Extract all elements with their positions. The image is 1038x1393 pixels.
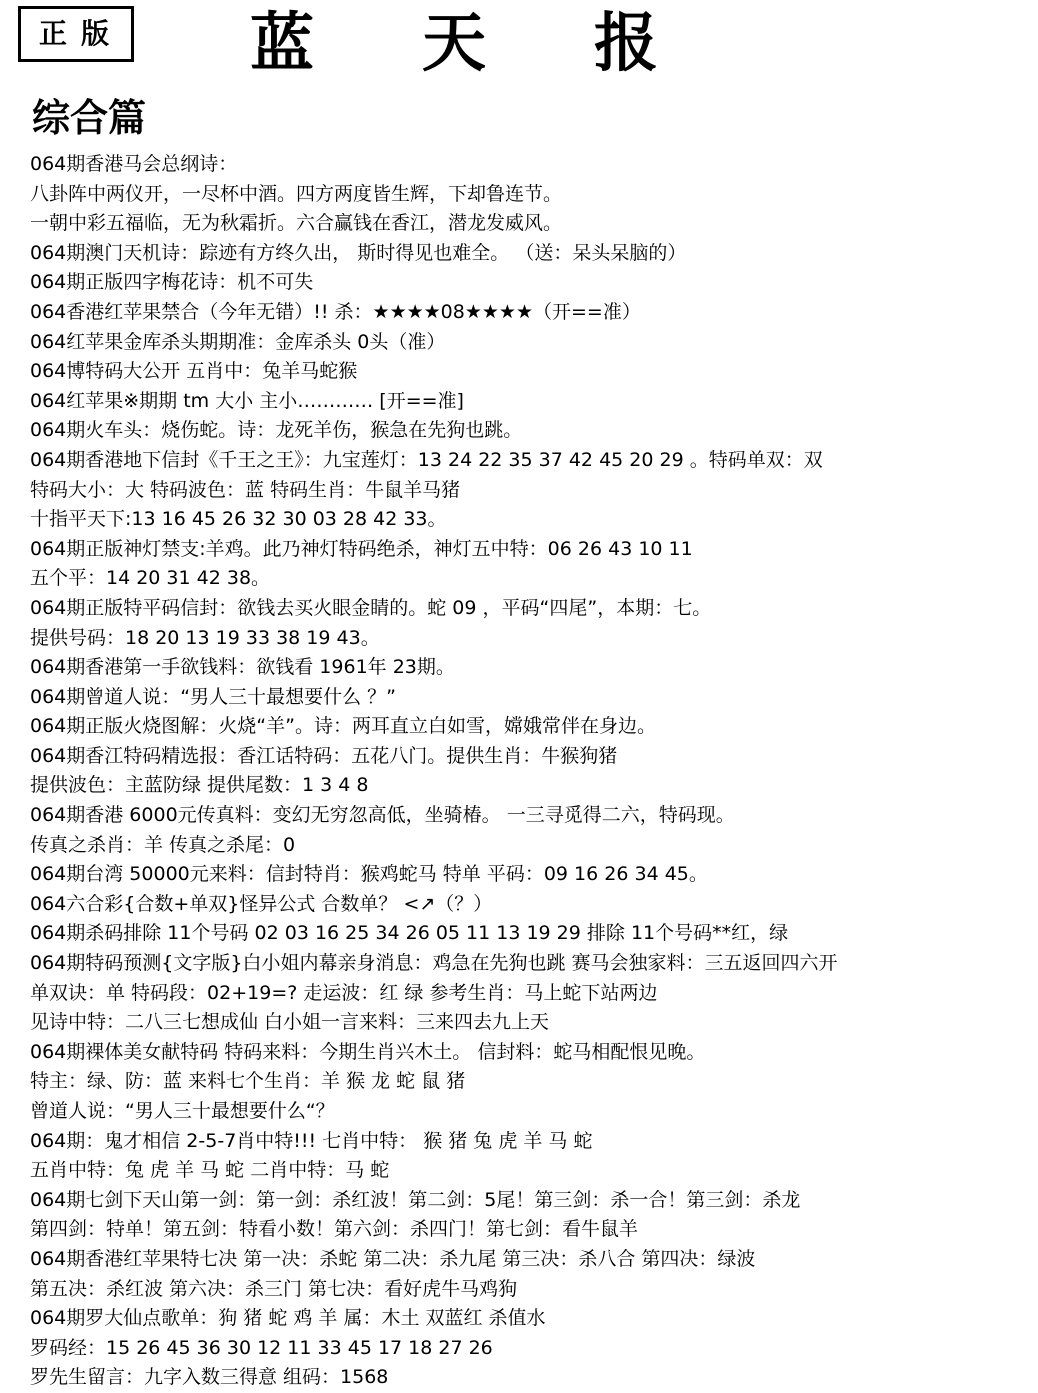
text-line: 064期香港红苹果特七决 第一决：杀蛇 第二决：杀九尾 第三决：杀八合 第四决：绿波 bbox=[30, 1247, 756, 1270]
text-line: 特主：绿、防：蓝 来料七个生肖：羊 猴 龙 蛇 鼠 猪 bbox=[30, 1070, 466, 1093]
text-line: 064期特码预测{文字版}白小姐内幕亲身消息：鸡急在先狗也跳 赛马会独家料：三五返回四六开 bbox=[30, 952, 838, 975]
text-line: 提供号码：18 20 13 19 33 38 19 43。 bbox=[30, 626, 380, 649]
text-line: 一朝中彩五福临，无为秋霜折。六合赢钱在香江，潜龙发威风。 bbox=[30, 212, 563, 235]
text-line: 第五决：杀红波 第六决：杀三门 第七决：看好虎牛马鸡狗 bbox=[30, 1277, 518, 1300]
text-line: 064红苹果※期期 tm 大小 主小………… [开==准] bbox=[30, 389, 464, 412]
text-line: 064期香港 6000元传真料：变幻无穷忽高低，坐骑椿。 一三寻觅得二六，特码现。 bbox=[30, 804, 735, 827]
text-line: 064期曾道人说：“男人三十最想要什么 ？” bbox=[30, 685, 396, 708]
text-line: 064期正版四字梅花诗：机不可失 bbox=[30, 271, 314, 294]
text-line: 064期香港地下信封《千王之王》：九宝莲灯：13 24 22 35 37 42 45 20 29 。特码单双：双 bbox=[30, 448, 823, 471]
text-line: 八卦阵中两仪开，一尽杯中酒。四方两度皆生辉，下却鲁连节。 bbox=[30, 182, 563, 205]
text-line: 064期正版神灯禁支:羊鸡。此乃神灯特码绝杀，神灯五中特：06 26 43 10 11 bbox=[30, 537, 693, 560]
text-line: 064期罗大仙点歌单：狗 猪 蛇 鸡 羊 属：木土 双蓝红 杀值水 bbox=[30, 1307, 546, 1330]
text-line: 064期正版特平码信封：欲钱去买火眼金睛的。蛇 09 ，平码“四尾”，本期：七。 bbox=[30, 596, 712, 619]
text-line: 064期澳门天机诗：踪迹有方终久出， 斯时得见也难全。 （送：呆头呆脑的） bbox=[30, 241, 687, 264]
text-line: 罗先生留言：九字入数三得意 组码：1568 bbox=[30, 1366, 389, 1389]
text-line: 五肖中特：兔 虎 羊 马 蛇 二肖中特：马 蛇 bbox=[30, 1159, 390, 1182]
text-line: 064期香港马会总纲诗： bbox=[30, 153, 238, 175]
text-line: 罗码经：15 26 45 36 30 12 11 33 45 17 18 27 26 bbox=[30, 1336, 493, 1359]
text-line: 064期香港第一手欲钱料：欲钱看 1961年 23期。 bbox=[30, 656, 455, 679]
text-line: 064期：鬼才相信 2-5-7肖中特!!! 七肖中特： 猴 猪 兔 虎 羊 马 蛇 bbox=[30, 1129, 593, 1152]
newspaper-title: 蓝天报 bbox=[250, 6, 766, 81]
text-line: 064期火车头：烧伤蛇。诗：龙死羊伤，猴急在先狗也跳。 bbox=[30, 419, 523, 442]
text-line: 064期香江特码精选报：香江话特码：五花八门。提供生肖：牛猴狗猪 bbox=[30, 744, 618, 767]
text-line: 064期杀码排除 11个号码 02 03 16 25 34 26 05 11 13 19 29 排除 11个号码**红，绿 bbox=[30, 922, 789, 945]
edition-badge: 正版 bbox=[18, 6, 134, 62]
text-line: 特码大小：大 特码波色：蓝 特码生肖：牛鼠羊马猪 bbox=[30, 478, 461, 501]
text-line: 曾道人说：“男人三十最想要什么“？ bbox=[30, 1100, 335, 1122]
text-line: 064期裸体美女献特码 特码来料：今期生肖兴木土。 信封料：蛇马相配恨见晚。 bbox=[30, 1040, 706, 1063]
content-lines bbox=[30, 150, 1030, 1393]
text-line: 064期七剑下天山第一剑：第一剑：杀红波！第二剑：5尾！第三剑：杀一合！第三剑：杀龙 bbox=[30, 1188, 801, 1211]
text-line: 064六合彩{合数+单双}怪异公式 合数单？ <↗（？） bbox=[30, 892, 493, 915]
text-line: 提供波色：主蓝防绿 提供尾数：1 3 4 8 bbox=[30, 774, 369, 797]
text-line: 传真之杀肖：羊 传真之杀尾：0 bbox=[30, 833, 296, 856]
text-line: 064期正版火烧图解：火烧“羊”。诗：两耳直立白如雪，嫦娥常伴在身边。 bbox=[30, 715, 656, 738]
section-heading: 综合篇 bbox=[32, 95, 147, 140]
text-line: 064期台湾 50000元来料：信封特肖：猴鸡蛇马 特单 平码：09 16 26 34 45。 bbox=[30, 863, 708, 886]
text-line: 064红苹果金库杀头期期准：金库杀头 0头（准） bbox=[30, 330, 446, 353]
text-line: 十指平天下:13 16 45 26 32 30 03 28 42 33。 bbox=[30, 508, 447, 531]
text-line: 单双诀：单 特码段：02+19=? 走运波：红 绿 参考生肖：马上蛇下站两边 bbox=[30, 981, 658, 1004]
text-line: 064博特码大公开 五肖中：兔羊马蛇猴 bbox=[30, 360, 358, 383]
text-line: 见诗中特：二八三七想成仙 白小姐一言来料：三来四去九上天 bbox=[30, 1011, 550, 1034]
text-line: 第四剑：特单！第五剑：特看小数！第六剑：杀四门！第七剑：看牛鼠羊 bbox=[30, 1218, 639, 1241]
text-line: 064香港红苹果禁合（今年无错）!! 杀：★★★★08★★★★（开==准） bbox=[30, 300, 641, 323]
text-line: 五个平：14 20 31 42 38。 bbox=[30, 567, 271, 590]
